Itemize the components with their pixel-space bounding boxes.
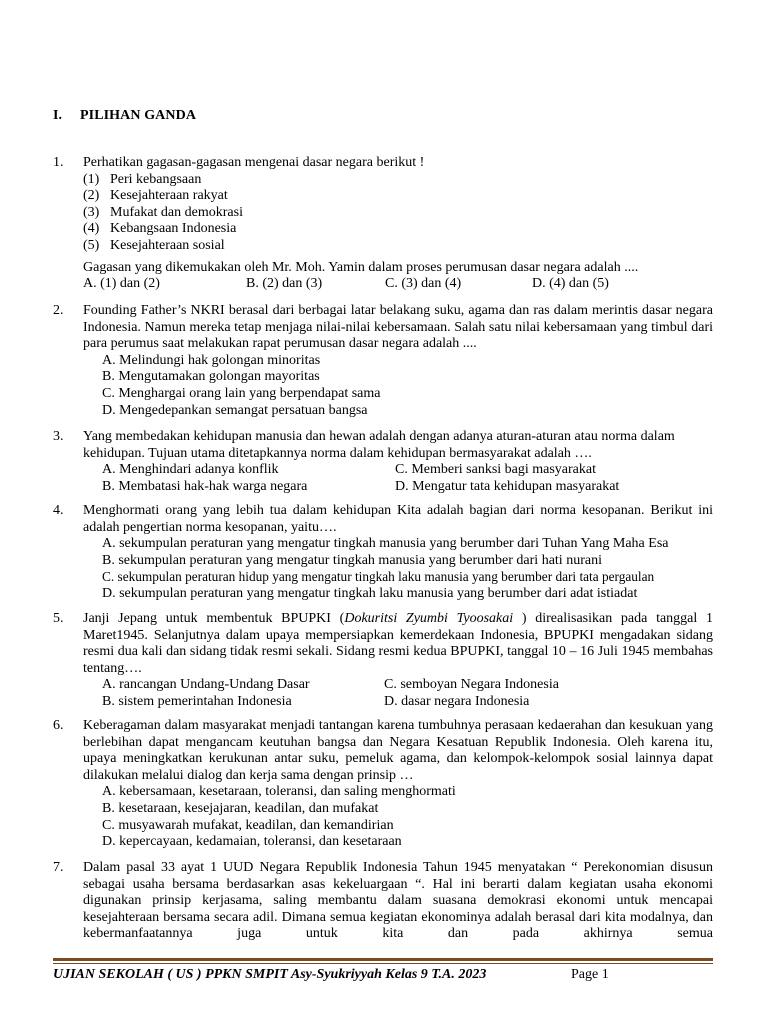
section-title-text: PILIHAN GANDA <box>80 108 197 123</box>
option-d[interactable]: D. Mengedepankan semangat persatuan bangsa <box>102 402 368 418</box>
option-d[interactable]: D. dasar negara Indonesia <box>384 693 530 709</box>
question-number: 1. <box>53 155 64 170</box>
question-1 <box>53 155 713 293</box>
list-item: (4) Kebangsaan Indonesia <box>83 221 237 237</box>
option-b[interactable]: B. Mengutamakan golongan mayoritas <box>102 369 320 385</box>
list-item: (1) Peri kebangsaan <box>83 171 202 187</box>
question-text: Janji Jepang untuk membentuk BPUPKI (Dokuritsi Zyumbi Tyoosakai ) direalisasikan pada tanggal 1 Maret1945. Selanjutnya dalam upaya mempersiapkan kemerdekaan Indonesia, BPUPKI mengadakan sidang resmi dua kali dan sidang tidak resmi sekali. Sidang resmi kedua BPUPKI, tanggal 10 – 16 Juli 1945 membahas tentang…. <box>83 611 713 676</box>
option-b[interactable]: B. (2) dan (3) <box>246 276 323 292</box>
section-number: I. <box>53 108 63 123</box>
option-c[interactable]: C. Memberi sanksi bagi masyarakat <box>395 462 597 478</box>
option-d[interactable]: D. sekumpulan peraturan yang mengatur tingkah laku manusia yang berumber dari adat istiadat <box>102 585 638 601</box>
option-d[interactable]: D. kepercayaan, kedamaian, toleransi, dan kesetaraan <box>102 834 402 850</box>
question-number: 2. <box>53 303 64 318</box>
italic-term: Dokuritsi Zyumbi Tyoosakai <box>344 611 514 626</box>
question-number: 3. <box>53 429 64 444</box>
answer-options <box>102 536 766 602</box>
option-a[interactable]: A. sekumpulan peraturan yang mengatur tingkah manusia yang berumber dari Tuhan Yang Maha Esa <box>102 536 669 552</box>
option-a[interactable]: A. Menghindari adanya konflik <box>102 462 279 478</box>
question-number: 6. <box>53 718 64 733</box>
option-b[interactable]: B. sekumpulan peraturan yang mengatur tingkah manusia yang berumber dari hati nurani <box>102 552 602 568</box>
question-5 <box>53 611 713 711</box>
footer-rule-thin <box>53 963 713 964</box>
option-b[interactable]: B. sistem pemerintahan Indonesia <box>102 693 292 709</box>
question-text: Yang membedakan kehidupan manusia dan hewan adalah dengan adanya aturan-aturan atau norma dalam kehidupan. Tujuan utama ditetapkannya norma dalam kehidupan bermasyarakat adalah …. <box>83 429 675 461</box>
answer-options <box>102 784 766 850</box>
idea-list <box>83 172 766 255</box>
question-text: Menghormati orang yang lebih tua dalam kehidupan Kita adalah bagian dari norma kesopanan. Berikut ini adalah pengertian norma kesopanan, yaitu…. <box>83 503 713 535</box>
option-a[interactable]: A. kebersamaan, kesetaraan, toleransi, dan saling menghormati <box>102 784 456 800</box>
question-3 <box>53 429 713 495</box>
question-number: 4. <box>53 503 64 518</box>
section-title <box>53 108 196 124</box>
option-a[interactable]: A. (1) dan (2) <box>83 276 160 292</box>
question-number: 7. <box>53 860 64 875</box>
question-6 <box>53 718 713 851</box>
list-item: (2) Kesejahteraan rakyat <box>83 188 228 204</box>
option-c[interactable]: C. musyawarah mufakat, keadilan, dan kemandirian <box>102 817 394 833</box>
list-item: (5) Kesejahteraan sosial <box>83 237 225 253</box>
option-b[interactable]: B. Membatasi hak-hak warga negara <box>102 478 308 494</box>
option-c[interactable]: C. Menghargai orang lain yang berpendapat sama <box>102 385 381 401</box>
footer-rule-thick <box>53 958 713 961</box>
option-d[interactable]: D. (4) dan (5) <box>532 276 609 292</box>
question-text: Keberagaman dalam masyarakat menjadi tantangan karena tumbuhnya perasaan kedaerahan dan kesukuan yang berlebihan dapat mengancam keutuhan bangsa dan Negara Kesatuan Republik Indonesia. Oleh karena itu, upaya meningkatkan kerukunan antar suku, pemeluk agama, dan kelompok-kelompok sosial lainnya dapat dilakukan melalui dialog dan kerja sama dengan prinsip … <box>83 718 713 783</box>
option-c[interactable]: C. semboyan Negara Indonesia <box>384 677 559 693</box>
question-2 <box>53 303 713 419</box>
option-b[interactable]: B. kesetaraan, kesejajaran, keadilan, dan mufakat <box>102 800 379 816</box>
question-text: Founding Father’s NKRI berasal dari berbagai latar belakang suku, agama dan ras dalam merintis dasar negara Indonesia. Namun mereka tetap menjaga nilai-nilai kebersamaan. Salah satu nilai kebersamaan yang timbul dari para perumus saat melakukan rapat perumusan dasar negara adalah .... <box>83 303 713 352</box>
option-c[interactable]: C. (3) dan (4) <box>385 276 462 292</box>
answer-options <box>102 353 766 419</box>
question-4 <box>53 503 713 603</box>
question-text: Dalam pasal 33 ayat 1 UUD Negara Republik Indonesia Tahun 1945 menyatakan “ Perekonomian disusun sebagai usaha bersama berdasarkan asas kekeluargaan “. Hal ini berarti dalam kegiatan usaha ekonomi digunakan prinsip kerjasama, saling membantu dalam suasana demokrasi ekonomi untuk mencapai kesejahteraan bersama secara adil. Dimana semua kegiatan ekonominya adalah berasal dari kita modalnya, dan kebermanfaatannya juga untuk kita dan pada akhirnya semua <box>83 860 713 942</box>
answer-options <box>102 462 766 495</box>
option-c[interactable]: C. sekumpulan peraturan hidup yang mengatur tingkah laku manusia yang berumber dari tata pergaulan <box>102 569 655 585</box>
option-d[interactable]: D. Mengatur tata kehidupan masyarakat <box>395 478 620 494</box>
question-7 <box>53 860 713 943</box>
option-a[interactable]: A. Melindungi hak golongan minoritas <box>102 352 321 368</box>
question-number: 5. <box>53 611 64 626</box>
question-intro: Perhatikan gagasan-gagasan mengenai dasar negara berikut ! <box>83 155 425 170</box>
question-text: Gagasan yang dikemukakan oleh Mr. Moh. Yamin dalam proses perumusan dasar negara adalah .... <box>83 259 639 275</box>
footer-page-number: Page 1 <box>571 967 609 982</box>
footer-exam-title: UJIAN SEKOLAH ( US ) PPKN SMPIT Asy-Syukriyyah Kelas 9 T.A. 2023 <box>53 967 487 982</box>
answer-options <box>83 276 766 293</box>
answer-options <box>102 677 766 710</box>
list-item: (3) Mufakat dan demokrasi <box>83 204 243 220</box>
option-a[interactable]: A. rancangan Undang-Undang Dasar <box>102 677 310 693</box>
